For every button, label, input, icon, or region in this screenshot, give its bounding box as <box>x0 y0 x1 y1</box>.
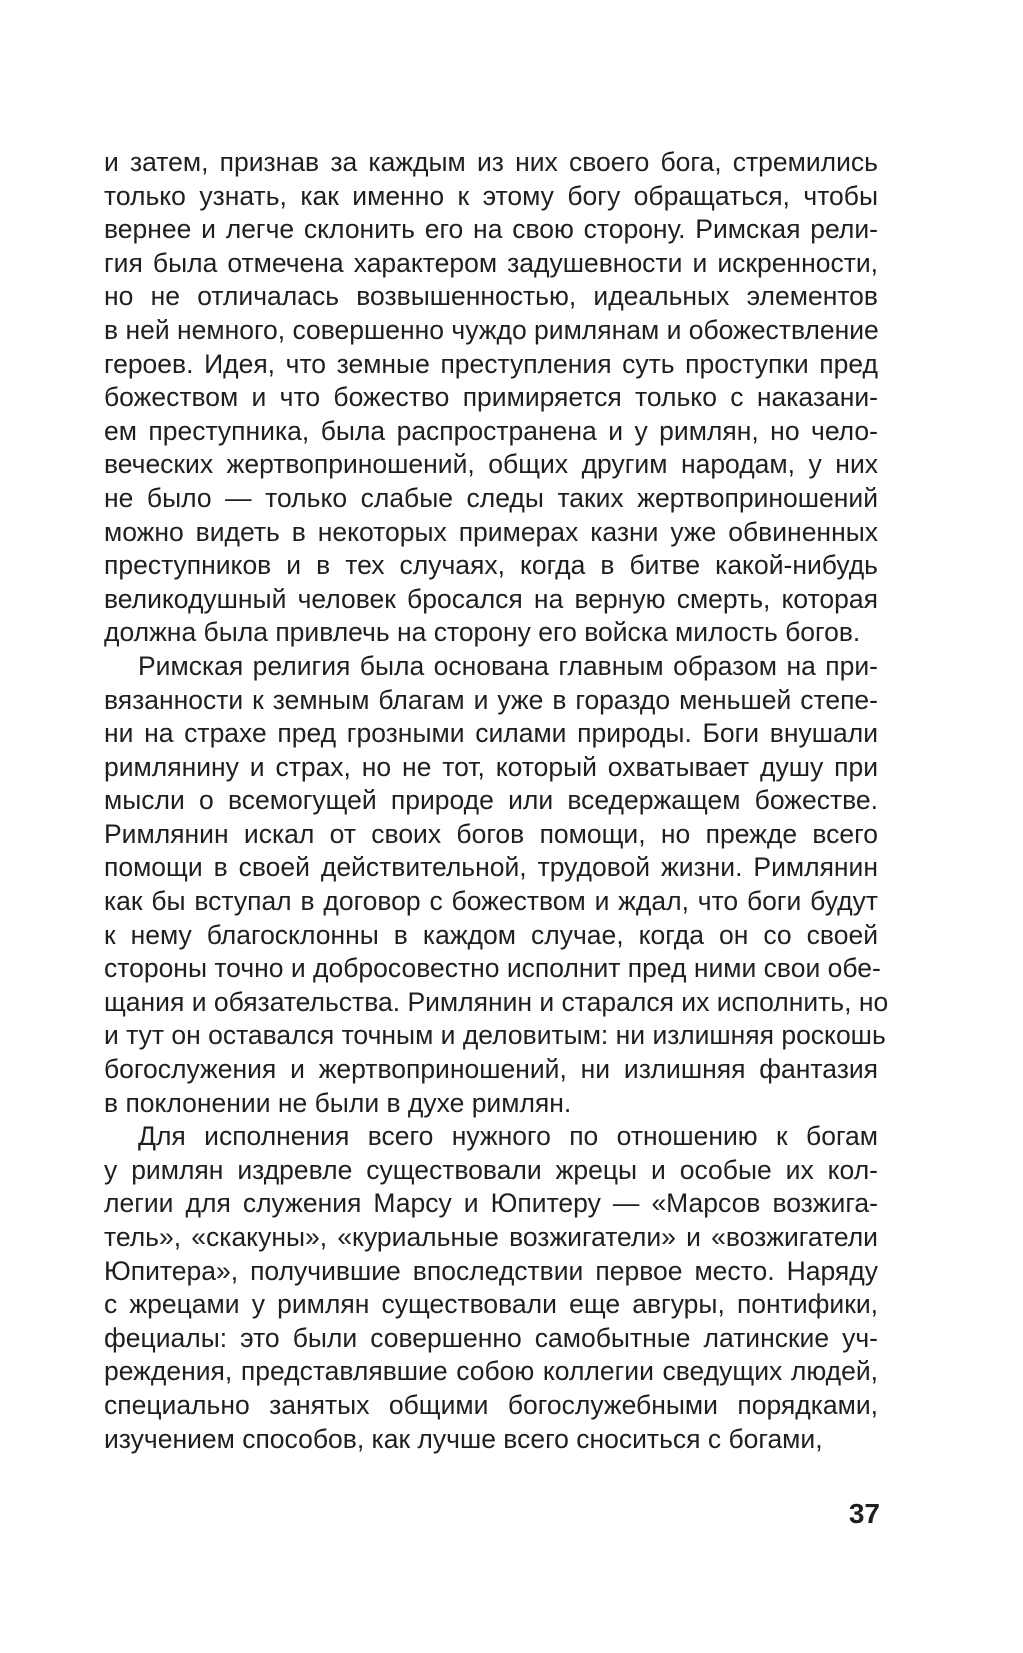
text-line: гия была отмечена характером задушевности и искренности, <box>104 247 878 278</box>
text-body <box>104 146 889 1456</box>
text-line: вернее и легче склонить его на свою сторону. Римская рели- <box>104 214 878 245</box>
text-line: героев. Идея, что земные преступления суть проступки пред <box>104 348 878 379</box>
text-line: ни на страхе пред грозными силами природы. Боги внушали <box>104 718 878 749</box>
text-line: должна была привлечь на сторону его войска милость богов. <box>104 617 861 648</box>
text-line: изучением способов, как лучше всего сноситься с богами, <box>104 1423 823 1454</box>
text-line: можно видеть в некоторых примерах казни уже обвиненных <box>104 516 878 547</box>
text-line: реждения, представлявшие собою коллегии сведущих людей, <box>104 1356 878 1387</box>
text-line: как бы вступал в договор с божеством и ждал, что боги будут <box>104 886 878 917</box>
text-line: не было — только слабые следы таких жертвоприношений <box>104 482 878 513</box>
text-line: мысли о всемогущей природе или вседержащем божестве. <box>104 785 878 816</box>
text-line: Римлянин искал от своих богов помощи, но прежде всего <box>104 818 878 849</box>
text-line: великодушный человек бросался на верную смерть, которая <box>104 583 878 614</box>
text-line: у римлян издревле существовали жрецы и особые их кол- <box>104 1154 878 1185</box>
text-line: Для исполнения всего нужного по отношению к богам <box>138 1121 878 1152</box>
text-line: специально занятых общими богослужебными порядками, <box>104 1389 878 1420</box>
text-line: в ней немного, совершенно чуждо римлянам и обожествление <box>104 314 879 345</box>
text-line: только узнать, как именно к этому богу обращаться, чтобы <box>104 180 878 211</box>
text-line: вязанности к земным благам и уже в гораздо меньшей степе- <box>104 684 878 715</box>
paragraph <box>104 650 889 1120</box>
text-line: но не отличалась возвышенностью, идеальных элементов <box>104 281 878 312</box>
text-line: и тут он оставался точным и деловитым: ни излишняя роскошь <box>104 1020 886 1051</box>
page-number: 37 <box>848 1498 880 1529</box>
paragraph <box>104 1120 878 1456</box>
text-line: преступников и в тех случаях, когда в битве какой-нибудь <box>104 550 878 581</box>
text-line: божеством и что божество примиряется только с наказани- <box>104 382 878 413</box>
text-line: и затем, признав за каждым из них своего бога, стремились <box>104 147 878 177</box>
text-line: тель», «скакуны», «куриальные возжигатели» и «возжигатели <box>104 1222 878 1252</box>
text-line: Юпитера», получившие впоследствии первое место. Наряду <box>104 1255 878 1286</box>
text-line: веческих жертвоприношений, общих другим народам, у них <box>104 449 878 480</box>
text-line: стороны точно и добросовестно исполнит пред ними свои обе- <box>104 953 881 984</box>
page-body <box>104 146 889 1456</box>
text-line: с жрецами у римлян существовали еще авгуры, понтифики, <box>104 1289 878 1320</box>
text-line: к нему благосклонны в каждом случае, когда он со своей <box>104 919 878 950</box>
text-line: легии для служения Марсу и Юпитеру — «Марсов возжига- <box>104 1188 878 1219</box>
text-line: в поклонении не были в духе римлян. <box>104 1087 572 1118</box>
text-line: помощи в своей действительной, трудовой жизни. Римлянин <box>104 852 878 883</box>
text-line: ем преступника, была распространена и у римлян, но чело- <box>104 415 878 446</box>
text-line: римлянину и страх, но не тот, который охватывает душу при <box>104 751 878 782</box>
text-line: богослужения и жертвоприношений, ни излишняя фантазия <box>104 1054 878 1085</box>
text-line: Римская религия была основана главным образом на при- <box>138 650 878 681</box>
paragraph <box>104 146 878 650</box>
text-line: щания и обязательства. Римлянин и старался их исполнить, но <box>104 986 889 1017</box>
text-line: фециалы: это были совершенно самобытные латинские уч- <box>104 1322 878 1353</box>
